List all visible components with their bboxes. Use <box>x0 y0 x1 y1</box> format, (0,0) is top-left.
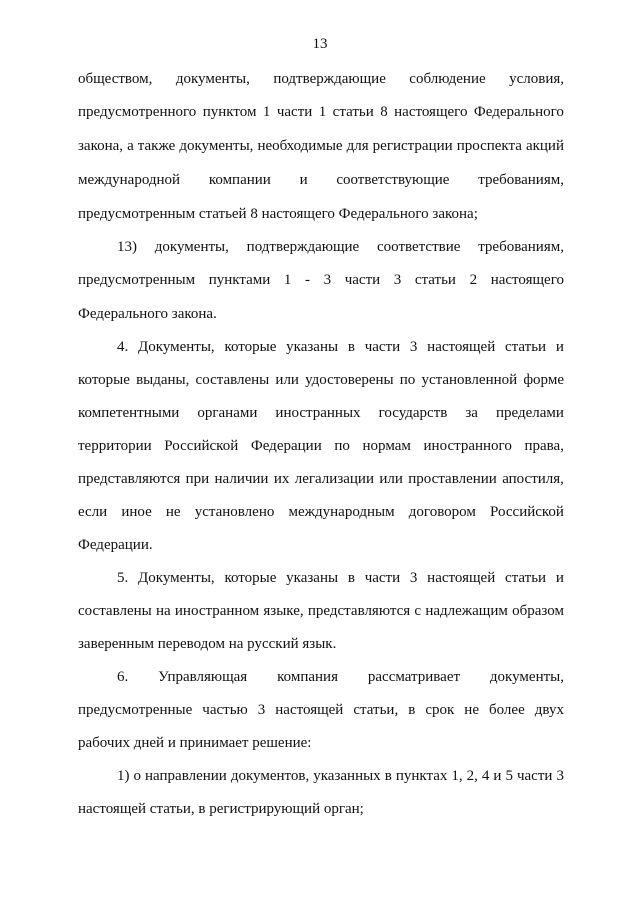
word: международным <box>288 504 395 520</box>
word: языке, <box>263 603 304 619</box>
text-line <box>78 601 564 621</box>
word: 13) <box>117 239 137 255</box>
text-line <box>78 436 564 456</box>
word: соответствующие <box>336 172 450 188</box>
word: иностранного <box>423 438 512 454</box>
word: не <box>464 702 479 718</box>
word: настоящего <box>490 272 564 288</box>
word: 5 <box>505 768 513 784</box>
word: документы, <box>154 239 229 255</box>
word: закона, <box>78 138 124 154</box>
word: государств <box>378 405 448 421</box>
word: подтверждающие <box>246 239 360 255</box>
word: Федерального <box>473 104 564 120</box>
word: установлено <box>194 504 275 520</box>
word: документов, <box>230 768 310 784</box>
word: и <box>493 768 502 784</box>
word: 3 <box>393 272 402 288</box>
word: акций <box>525 138 564 154</box>
word: требованиям, <box>478 172 564 188</box>
word: международной <box>78 172 181 188</box>
word: предусмотренного <box>78 104 197 120</box>
word: надлежащим <box>425 603 508 619</box>
word: установленной <box>421 372 518 388</box>
text-line <box>117 568 564 588</box>
word: проставлении <box>408 471 497 487</box>
word: нормам <box>362 438 411 454</box>
word: компетентными <box>78 405 180 421</box>
word: предусмотренным <box>78 272 196 288</box>
word: и <box>555 339 564 355</box>
word: настоящей <box>427 339 496 355</box>
word: рассматривает <box>367 669 461 685</box>
word: и <box>299 172 308 188</box>
text-line <box>78 69 564 89</box>
word: пунктами <box>208 272 271 288</box>
word: представляются <box>78 471 181 487</box>
word: статьи <box>505 339 547 355</box>
word: удостоверены <box>305 372 394 388</box>
word: а <box>127 138 134 154</box>
page-number: 13 <box>312 36 328 52</box>
word: с <box>414 603 422 619</box>
word: Федерации <box>250 438 322 454</box>
word: Российской <box>164 438 239 454</box>
word: территории <box>78 438 152 454</box>
word: или <box>275 372 299 388</box>
word: 3 <box>409 570 418 586</box>
word: по <box>399 372 416 388</box>
word: пределами <box>496 405 564 421</box>
word: двух <box>534 702 564 718</box>
word: 2, <box>466 768 478 784</box>
word: органами <box>197 405 258 421</box>
text-line: настоящей статьи, в регистрирующий орган; <box>78 801 364 817</box>
word: части <box>364 570 401 586</box>
word: документы, <box>175 71 250 87</box>
text-line <box>117 237 564 257</box>
word: при <box>185 471 210 487</box>
word: обществом, <box>78 71 153 87</box>
word: и <box>555 570 564 586</box>
word: настоящей <box>427 570 496 586</box>
text-line <box>78 136 564 156</box>
word: статьи, <box>353 702 399 718</box>
text-line: заверенным переводом на русский язык. <box>78 636 337 652</box>
word: 4. <box>117 339 129 355</box>
word: образом <box>512 603 564 619</box>
word: пунктом <box>202 104 257 120</box>
word: статьи <box>332 104 374 120</box>
text-line: рабочих дней и принимает решение: <box>78 735 312 751</box>
word: частью <box>202 702 248 718</box>
text-line <box>78 403 564 423</box>
word: легализации <box>294 471 374 487</box>
word: срок <box>425 702 455 718</box>
text-line <box>78 170 564 190</box>
word: не <box>165 504 181 520</box>
word: иностранном <box>174 603 260 619</box>
word: на <box>155 603 171 619</box>
word: документы, <box>489 669 564 685</box>
word: компания <box>277 669 338 685</box>
word: 8 <box>380 104 388 120</box>
word: статьи <box>505 570 547 586</box>
text-line: Федерации. <box>78 537 153 553</box>
word: о <box>133 768 142 784</box>
word: статьи <box>414 272 456 288</box>
word: условия, <box>509 71 564 87</box>
word: 3 <box>409 339 418 355</box>
word: части <box>364 339 401 355</box>
word: регистрации <box>372 138 453 154</box>
word: в <box>408 702 416 718</box>
word: в <box>347 570 355 586</box>
word: Российской <box>490 504 564 520</box>
text-line <box>117 667 564 687</box>
word: настоящей <box>275 702 344 718</box>
word: настоящего <box>394 104 468 120</box>
word: документы, <box>179 138 254 154</box>
word: соблюдение <box>409 71 486 87</box>
word: 1 <box>262 104 271 120</box>
word: в <box>347 339 355 355</box>
word: необходимые <box>257 138 343 154</box>
word: указанных <box>313 768 381 784</box>
text-line: предусмотренным статьей 8 настоящего Федерального закона; <box>78 206 478 222</box>
word: Управляющая <box>158 669 248 685</box>
word: предусмотренные <box>78 702 193 718</box>
word: права, <box>524 438 564 454</box>
word: по <box>334 438 350 454</box>
word: которые <box>224 570 277 586</box>
text-line <box>78 469 564 489</box>
word: части <box>516 768 553 784</box>
text-line <box>117 337 564 357</box>
word: их <box>273 471 290 487</box>
text-line <box>78 102 564 122</box>
word: 3 <box>257 702 266 718</box>
word: выданы, <box>136 372 190 388</box>
text-line <box>117 766 564 786</box>
text-line <box>78 270 564 290</box>
word: иностранных <box>275 405 361 421</box>
word: части <box>344 272 381 288</box>
word: или <box>379 471 403 487</box>
text-line <box>78 700 564 720</box>
word: составлены <box>195 372 270 388</box>
word: направлении <box>145 768 227 784</box>
text-line <box>78 502 564 522</box>
text-line <box>78 370 564 390</box>
word: 1 <box>318 104 327 120</box>
word: 1) <box>117 768 130 784</box>
word: если <box>78 504 108 520</box>
word: 2 <box>469 272 478 288</box>
word: договором <box>408 504 476 520</box>
word: 3 <box>323 272 332 288</box>
word: указаны <box>286 339 339 355</box>
word: соответствие <box>377 239 461 255</box>
word: 1 <box>283 272 292 288</box>
word: - <box>304 272 310 288</box>
word: пунктах <box>395 768 448 784</box>
word: форме <box>523 372 564 388</box>
word: Документы, <box>138 339 215 355</box>
word: 1, <box>451 768 463 784</box>
word: более <box>489 702 525 718</box>
word: представляются <box>307 603 411 619</box>
word: Документы, <box>138 570 215 586</box>
word: требованиям, <box>478 239 564 255</box>
word: 5. <box>117 570 129 586</box>
word: компании <box>208 172 271 188</box>
word: которые <box>224 339 277 355</box>
word: иное <box>121 504 152 520</box>
word: апостиля, <box>502 471 564 487</box>
word: для <box>346 138 369 154</box>
word: 6. <box>117 669 129 685</box>
word: наличии <box>214 471 269 487</box>
word: за <box>465 405 478 421</box>
word: которые <box>78 372 130 388</box>
word: в <box>384 768 392 784</box>
word: также <box>137 138 176 154</box>
text-line: Федерального закона. <box>78 306 217 322</box>
word: подтверждающие <box>273 71 386 87</box>
word: 3 <box>556 768 564 784</box>
word: 4 <box>481 768 490 784</box>
word: проспекта <box>456 138 522 154</box>
word: части <box>276 104 313 120</box>
word: составлены <box>78 603 152 619</box>
word: указаны <box>286 570 339 586</box>
